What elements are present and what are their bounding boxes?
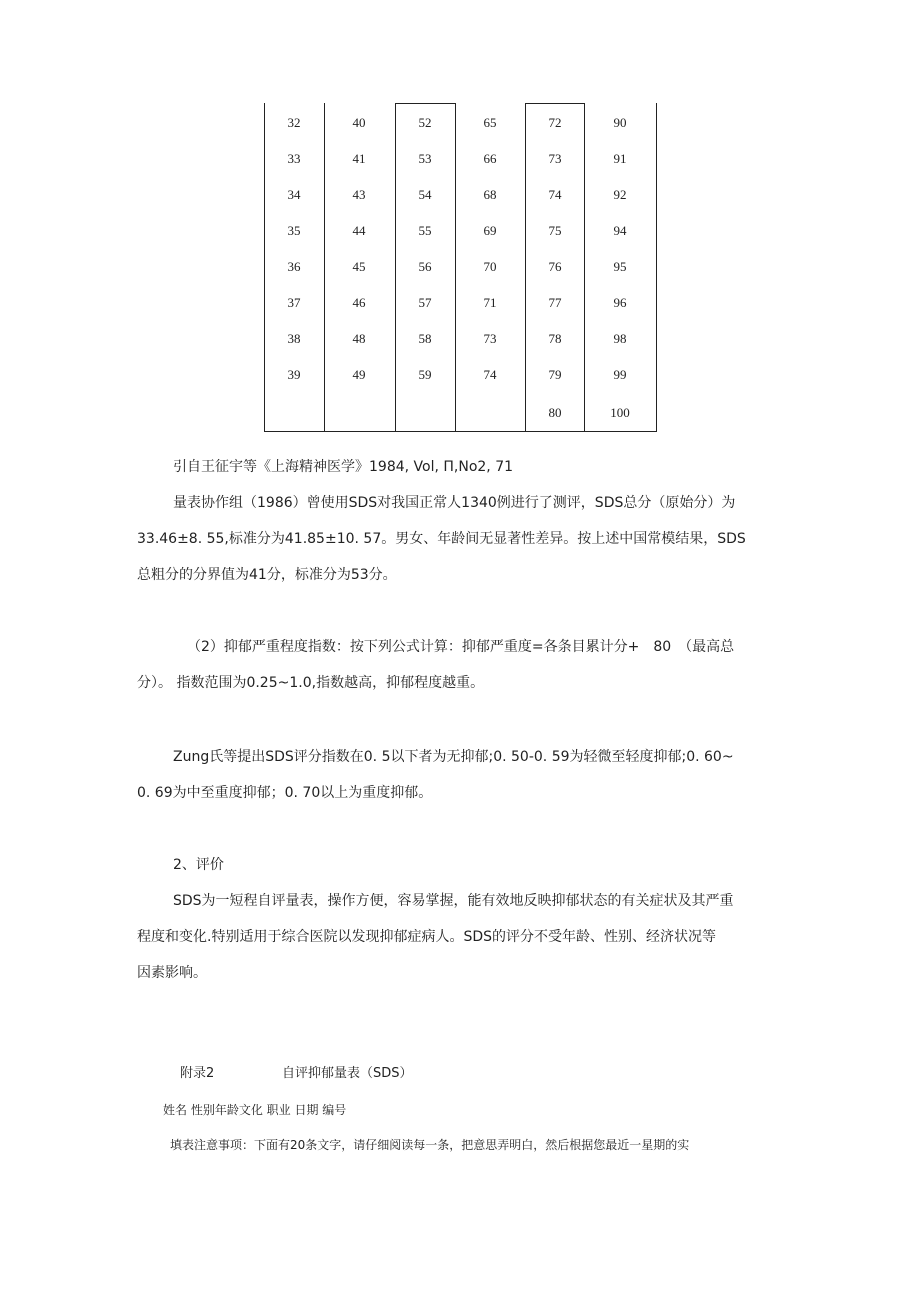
table-border — [656, 103, 657, 432]
table-border — [455, 103, 456, 432]
table-cell: 53 — [418, 151, 432, 166]
table-cell: 75 — [548, 223, 562, 238]
paragraph-line: （2）抑郁严重程度指数：按下列公式计算：抑郁严重度=各条目累计分+ 80 （最高总 — [187, 639, 735, 655]
paragraph-line: 0. 69为中至重度抑郁；0. 70以上为重度抑郁。 — [137, 785, 433, 801]
table-cell: 48 — [352, 331, 366, 346]
section-heading: 2、评价 — [173, 857, 224, 873]
table-cell: 32 — [287, 115, 301, 130]
table-cell: 36 — [287, 259, 301, 274]
form-fields: 姓名 性别年龄文化 职业 日期 编号 — [163, 1103, 347, 1117]
table-cell: 91 — [613, 151, 627, 166]
table-cell: 77 — [548, 295, 562, 310]
table-cell: 74 — [548, 187, 562, 202]
table-cell: 100 — [610, 405, 630, 420]
table-cell: 73 — [483, 331, 497, 346]
citation: 引自王征宇等《上海精神医学》1984, Vol, Π,No2, 71 — [173, 459, 514, 475]
table-cell: 56 — [418, 259, 432, 274]
table-cell: 66 — [483, 151, 497, 166]
paragraph-line: 33.46±8. 55,标准分为41.85±10. 57。男女、年龄间无显著性差异。按上述中国常模结果，SDS — [137, 531, 746, 547]
table-border — [525, 103, 585, 104]
table-cell: 44 — [352, 223, 366, 238]
table-cell: 35 — [287, 223, 301, 238]
table-cell: 92 — [613, 187, 627, 202]
table-cell: 95 — [613, 259, 627, 274]
table-border — [324, 103, 325, 432]
paragraph-line: 分）。 指数范围为0.25~1.0,指数越高，抑郁程度越重。 — [137, 675, 485, 691]
table-cell: 70 — [483, 259, 497, 274]
table-cell: 59 — [418, 367, 432, 382]
table-cell: 79 — [548, 367, 562, 382]
table-cell: 45 — [352, 259, 366, 274]
table-cell: 99 — [613, 367, 627, 382]
table-cell: 71 — [483, 295, 497, 310]
table-cell: 49 — [352, 367, 366, 382]
score-conversion-table — [264, 103, 657, 432]
table-cell: 40 — [352, 115, 366, 130]
table-cell: 76 — [548, 259, 562, 274]
table-cell: 39 — [287, 367, 301, 382]
table-cell: 69 — [483, 223, 497, 238]
table-cell: 46 — [352, 295, 366, 310]
table-cell: 41 — [352, 151, 366, 166]
appendix-title: 自评抑郁量表（SDS） — [282, 1066, 413, 1081]
table-cell: 37 — [287, 295, 301, 310]
paragraph-line: SDS为一短程自评量表，操作方便，容易掌握，能有效地反映抑郁状态的有关症状及其严重 — [173, 893, 734, 909]
table-cell: 80 — [548, 405, 562, 420]
table-cell: 55 — [418, 223, 432, 238]
table-cell: 38 — [287, 331, 301, 346]
table-cell: 72 — [548, 115, 562, 130]
table-cell: 78 — [548, 331, 562, 346]
table-cell: 90 — [613, 115, 627, 130]
table-cell: 34 — [287, 187, 301, 202]
table-cell: 73 — [548, 151, 562, 166]
paragraph-line: 总粗分的分界值为41分，标准分为53分。 — [137, 567, 397, 583]
table-cell: 94 — [613, 223, 627, 238]
table-cell: 52 — [418, 115, 432, 130]
table-cell: 74 — [483, 367, 497, 382]
appendix-label: 附录2 — [180, 1066, 215, 1081]
table-cell: 96 — [613, 295, 627, 310]
table-cell: 43 — [352, 187, 366, 202]
table-border — [264, 431, 657, 432]
table-cell: 68 — [483, 187, 497, 202]
table-cell: 33 — [287, 151, 301, 166]
paragraph-line: Zung氏等提出SDS评分指数在0. 5以下者为无抑郁;0. 50-0. 59为轻微至轻度抑郁;0. 60~ — [173, 749, 734, 765]
table-cell: 57 — [418, 295, 432, 310]
table-cell: 54 — [418, 187, 432, 202]
table-cell: 65 — [483, 115, 497, 130]
paragraph-line: 程度和变化.特别适用于综合医院以发现抑郁症病人。SDS的评分不受年龄、性别、经济状况等 — [137, 929, 717, 945]
table-border — [395, 103, 456, 104]
paragraph-line: 因素影响。 — [137, 965, 207, 981]
table-cell: 98 — [613, 331, 627, 346]
form-instructions: 填表注意事项：下面有20条文字，请仔细阅读每一条，把意思弄明白，然后根据您最近一星期的实 — [170, 1138, 690, 1152]
paragraph-line: 量表协作组（1986）曾使用SDS对我国正常人1340例进行了测评，SDS总分（原始分）为 — [173, 495, 736, 511]
table-cell: 58 — [418, 331, 432, 346]
